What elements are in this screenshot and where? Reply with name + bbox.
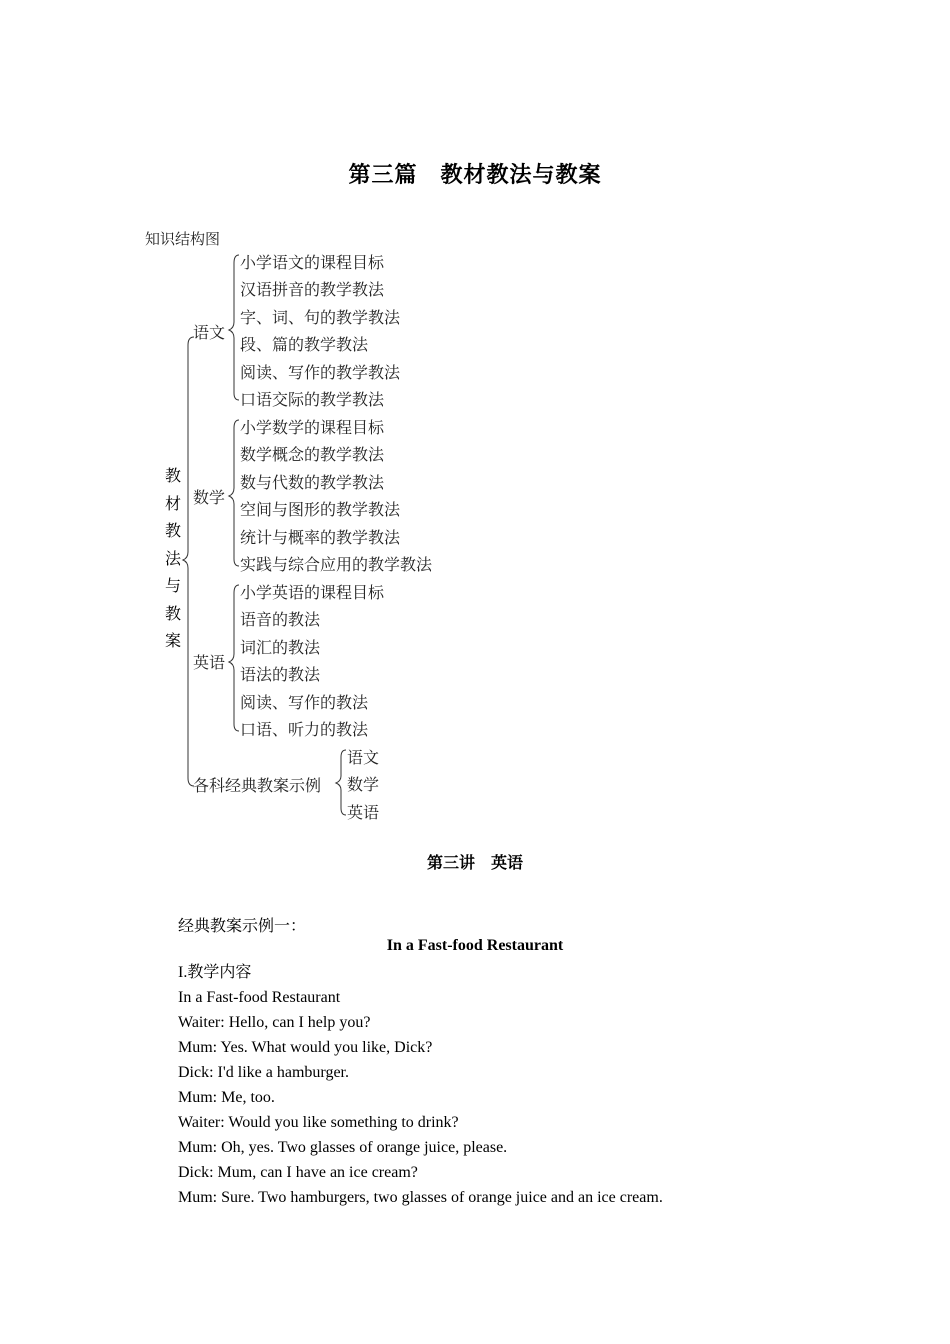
branch-label-examples: 各科经典教案示例 (193, 776, 322, 795)
example-label: 经典教案示例一： (178, 916, 307, 935)
tree-item: 小学数学的课程目标 (240, 418, 385, 437)
branch-label-english: 英语 (193, 653, 226, 672)
page-title: 第三篇 教材教法与教案 (348, 162, 602, 188)
content-line: Mum: Oh, yes. Two glasses of orange juice, please. (178, 1139, 508, 1156)
tree-item: 语音的教法 (240, 610, 321, 629)
root-char: 案 (164, 631, 181, 650)
root-char: 教 (164, 603, 181, 623)
tree-item: 空间与图形的教学教法 (240, 500, 401, 519)
tree-item: 统计与概率的教学教法 (240, 528, 401, 547)
tree-item: 数学概念的教学教法 (240, 445, 385, 464)
structure-label: 知识结构图 (145, 230, 221, 248)
tree-root (163, 462, 183, 655)
content-line: Mum: Yes. What would you like, Dick? (178, 1039, 433, 1056)
examples-brace (336, 750, 346, 815)
content-line: In a Fast-food Restaurant (178, 989, 341, 1006)
root-char: 与 (164, 576, 181, 595)
branch-label-chinese: 语文 (193, 323, 226, 342)
root-char: 材 (164, 493, 181, 513)
branch-label-math: 数学 (193, 488, 226, 507)
tree-item: 词汇的教法 (240, 638, 321, 657)
tree-item: 小学英语的课程目标 (240, 583, 385, 602)
tree-item: 数与代数的教学教法 (240, 473, 385, 492)
root-brace (183, 337, 194, 786)
content-line: Waiter: Hello, can I help you? (178, 1014, 371, 1031)
tree-item: 英语 (347, 803, 380, 822)
tree-item: 口语、听力的教法 (240, 720, 369, 739)
lesson-title: In a Fast-food Restaurant (386, 937, 564, 954)
tree-item: 语法的教法 (240, 665, 321, 684)
content-line: Mum: Me, too. (178, 1089, 275, 1106)
math-brace (229, 420, 239, 566)
content-line: Dick: I'd like a hamburger. (178, 1064, 349, 1081)
english-brace (229, 585, 239, 731)
content-line: Mum: Sure. Two hamburgers, two glasses of orange juice and an ice cream. (178, 1189, 663, 1206)
tree-item: 语文 (347, 748, 380, 767)
lecture-title: 第三讲 英语 (426, 853, 523, 872)
tree-item: 汉语拼音的教学教法 (240, 280, 385, 299)
root-char: 教 (164, 521, 181, 540)
content-line: I.教学内容 (178, 964, 252, 981)
tree-item: 阅读、写作的教学教法 (240, 363, 401, 382)
tree-item: 小学语文的课程目标 (240, 253, 385, 272)
chinese-brace (229, 255, 239, 400)
tree-item: 阅读、写作的教法 (240, 693, 369, 712)
tree-item: 数学 (347, 775, 380, 794)
tree-item: 字、词、句的教学教法 (240, 308, 401, 327)
tree-item: 实践与综合应用的教学教法 (240, 555, 433, 574)
content-line: Waiter: Would you like something to drink? (178, 1114, 459, 1131)
tree-item: 口语交际的教学教法 (240, 390, 385, 409)
content-line: Dick: Mum, can I have an ice cream? (178, 1164, 418, 1181)
lesson-content (178, 960, 663, 1210)
root-char: 法 (164, 548, 181, 568)
tree-item: 段、篇的教学教法 (240, 335, 369, 354)
root-char: 教 (164, 466, 181, 485)
